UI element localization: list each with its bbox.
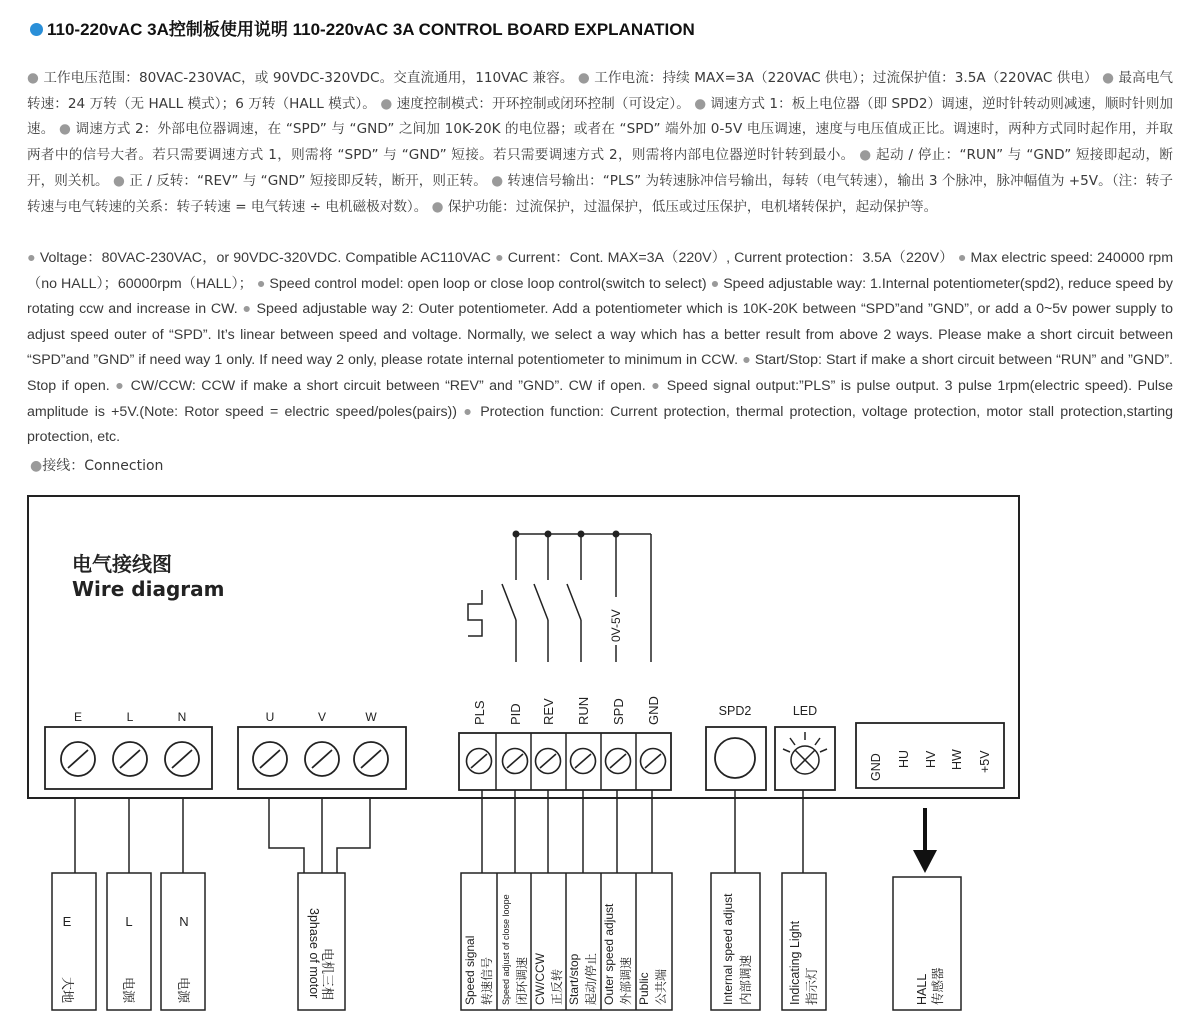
box-led-en: Indicating Light	[788, 920, 802, 1005]
description-item: Start/Stop: Start if make a short circuit between “RUN” and ”GND”. Stop if open.	[27, 352, 1173, 394]
box-pls-cn: 转速信号	[480, 956, 494, 1005]
terminal-label-spd: SPD	[611, 698, 626, 725]
terminal-label-e: E	[73, 710, 83, 724]
bullet-dot-icon: ●	[573, 70, 595, 86]
description-item: Voltage：80VAC-230VAC，or 90VDC-320VDC. Compatible AC110VAC	[39, 250, 491, 266]
description-chinese	[27, 66, 1173, 220]
description-item: 起动 / 停止：“RUN” 与 “GND” 短接即起动，断开，则关机。	[27, 147, 1173, 189]
led-label: LED	[792, 704, 818, 718]
terminal-label-run: RUN	[576, 696, 591, 725]
hall-arrow-icon	[913, 808, 937, 873]
motor-terminal-block	[238, 710, 406, 789]
bullet-dot-icon: ●	[490, 250, 508, 266]
bullet-dot-icon: ●	[54, 121, 76, 138]
bullet-dot-icon: ●	[237, 301, 257, 318]
box-spd-en: Outer speed adjust	[602, 903, 616, 1005]
diagram-title-cn: 电气接线图	[72, 552, 172, 576]
led-bulb-icon	[783, 732, 827, 774]
led-indicator	[775, 704, 835, 790]
hall-pin-5v: +5V	[978, 750, 992, 773]
hall-pin-gnd: GND	[869, 753, 883, 781]
box-spd2-en: Internal speed adjust	[721, 893, 735, 1005]
description-item: 速度控制模式：开环控制或闭环控制（可设定）。	[396, 95, 690, 112]
page-title	[30, 15, 695, 40]
bullet-dot-icon: ●	[953, 250, 971, 266]
spd2-label: SPD2	[718, 704, 752, 718]
description-item: 最高电气转速：24 万转（无 HALL 模式）；6 万转（HALL 模式）。	[27, 70, 1173, 112]
terminal-label-u: U	[265, 710, 275, 724]
box-spd-cn: 外部调速	[619, 956, 633, 1005]
switch-circuit	[468, 534, 651, 662]
bullet-dot-icon: ●	[689, 95, 711, 112]
bullet-dot-icon: ●	[375, 95, 397, 112]
description-item: Current：Cont. MAX=3A（220V）, Current protection：3.5A（220V）	[507, 250, 954, 266]
description-item: CW/CCW: CCW if make a short circuit between “REV” and ”GND”. CW if open.	[130, 377, 646, 394]
box-l-cn: 电源	[120, 977, 135, 1004]
description-english	[27, 246, 1173, 451]
box-led-cn: 指示灯	[804, 967, 819, 1005]
junction-dot	[513, 531, 520, 538]
bullet-dot-icon: ●	[457, 403, 481, 420]
bullet-dot-icon: ●	[27, 70, 44, 86]
terminal-label-n: N	[177, 710, 187, 724]
description-item: Speed adjustable way 2: Outer potentiometer. Add a potentiometer which is 10K-20K between “SPD”and ”GND”, or add a 0~5v power supply to adjust speed outer of “SPD”. It’s linear between speed and voltage. Normally, we select a way which has a better result from above 2 ways. Please make a short circuit between “SPD”and ”GND” if need way 1 only. If need way 2 only, please rotate internal potentiometer to minimum in CCW.	[27, 301, 1173, 369]
box-rev-cn: 正反转	[550, 968, 564, 1005]
page-title-text: 110-220vAC 3A控制板使用说明 110-220vAC 3A CONTROL BOARD EXPLANATION	[47, 20, 695, 39]
bullet-dot-icon: ●	[427, 198, 448, 215]
box-gnd-cn: 公共端	[654, 968, 668, 1005]
description-item: 调速方式 2：外部电位器调速，在 “SPD” 与 “GND” 之间加 10K-20K 的电位器；或者在 “SPD” 端外加 0-5V 电压调速，速度与电压值成正比。调速时，两种方式同时起作用，并取两者中的信号大者。若只需要调速方式 1，则需将 “SPD” 与 “GND” 短接。若只需要调速方式 2，则需将内部电位器逆时针转到最小。	[27, 121, 1173, 164]
description-item: 工作电流：持续 MAX=3A（220VAC 供电）；过流保护值：3.5A（220VAC 供电）	[594, 70, 1098, 86]
wire-diagram	[0, 480, 1200, 1030]
potentiometer-knob-icon	[715, 738, 755, 778]
box-hall-cn: 传感器	[930, 967, 945, 1005]
bullet-dot-icon: ●	[645, 377, 667, 394]
voltage-source-label: 0V-5V	[609, 609, 623, 642]
box-rev-en: CW/CCW	[533, 953, 547, 1005]
bullet-dot-icon: ●	[1097, 70, 1119, 86]
box-e-cn: 大地	[59, 977, 74, 1004]
description-item: 工作电压范围：80VAC-230VAC，或 90VDC-320VDC。交直流通用，110VAC 兼容。	[43, 70, 574, 86]
bullet-dot-icon: ●	[486, 172, 508, 189]
description-item: 正 / 反转：“REV” 与 “GND” 短接即反转，断开，则正转。	[129, 172, 487, 189]
box-run-cn: 起动/停止	[584, 952, 598, 1005]
box-spd2-cn: 内部调速	[738, 954, 753, 1005]
description-item: Speed signal output:”PLS” is pulse output. 3 pulse 1rpm(electric speed). Pulse amplitude is +5V.(Note: Rotor speed = electric speed/poles(pairs))	[27, 377, 1173, 420]
terminal-label-v: V	[317, 710, 327, 724]
terminal-label-rev: REV	[541, 698, 556, 725]
bullet-dot-icon: ●	[854, 147, 877, 164]
bullet-dot-icon: ●	[27, 250, 40, 266]
bullet-dot-icon: ●	[108, 172, 130, 189]
box-pid-en: Speed adjust of close loope	[501, 894, 511, 1005]
spd2-potentiometer	[706, 704, 766, 790]
box-n-en: N	[179, 914, 189, 929]
hall-pin-hv: HV	[924, 750, 938, 768]
junction-dot	[578, 531, 585, 538]
diagram-title-en: Wire diagram	[72, 577, 225, 601]
hall-pin-hw: HW	[950, 749, 964, 770]
description-item: 调速方式 1：板上电位器（即 SPD2）调速，逆时针转动则减速，顺时针则加速。	[27, 95, 1173, 138]
hall-connector	[856, 723, 1004, 788]
description-item: Max electric speed: 240000 rpm（no HALL）；60000rpm（HALL）；	[27, 250, 1174, 292]
connection-label: 接线：Connection	[42, 458, 164, 474]
description-item: Speed adjustable way: 1.Internal potentiometer(spd2), reduce speed by rotating ccw and increase in CW.	[27, 275, 1174, 318]
power-terminal-block	[45, 710, 212, 789]
bullet-dot-icon: ●	[706, 275, 724, 292]
connection-wires	[75, 790, 803, 873]
terminal-label-pid: PID	[508, 703, 523, 725]
description-item: Protection function: Current protection, thermal protection, voltage protection, motor stall protection,starting protection, etc.	[27, 403, 1173, 446]
bullet-dot-icon: ●	[738, 352, 755, 369]
box-hall-en: HALL	[915, 973, 929, 1005]
bullet-dot-icon	[30, 23, 43, 36]
connection-heading: ●接线：Connection	[30, 458, 164, 474]
description-item: 转速信号输出：“PLS” 为转速脉冲信号输出，每转（电气转速），输出 3 个脉冲，脉冲幅值为 +5V。（注：转子转速与电气转速的关系：转子转速 = 电气转速 ÷ 电机磁极对数）。	[27, 172, 1173, 215]
box-pls-en: Speed signal	[463, 935, 477, 1005]
description-item: Speed control model: open loop or close loop control(switch to select)	[269, 275, 707, 292]
terminal-label-gnd: GND	[646, 696, 661, 725]
bullet-dot-icon: ●	[252, 275, 270, 292]
hall-pin-hu: HU	[897, 749, 911, 768]
terminal-label-l: L	[126, 710, 134, 724]
bullet-dot-icon: ●	[109, 377, 131, 394]
junction-dot	[613, 531, 620, 538]
junction-dot	[545, 531, 552, 538]
terminal-label-pls: PLS	[472, 700, 487, 725]
box-motor-en: 3phase of motor	[307, 908, 321, 999]
box-run-en: Start/stop	[567, 953, 581, 1005]
terminal-label-w: W	[365, 710, 377, 724]
description-item: 保护功能：过流保护，过温保护，低压或过压保护，电机堵转保护，起动保护等。	[447, 198, 938, 215]
signal-terminal-block	[459, 696, 671, 790]
box-n-cn: 电源	[175, 977, 190, 1004]
box-pid-cn: 闭环调速	[515, 956, 529, 1005]
box-l-en: L	[125, 914, 133, 929]
box-e-en: E	[62, 914, 72, 929]
box-motor-cn: 电机三相	[319, 948, 334, 1001]
box-gnd-en: Public	[637, 972, 651, 1005]
